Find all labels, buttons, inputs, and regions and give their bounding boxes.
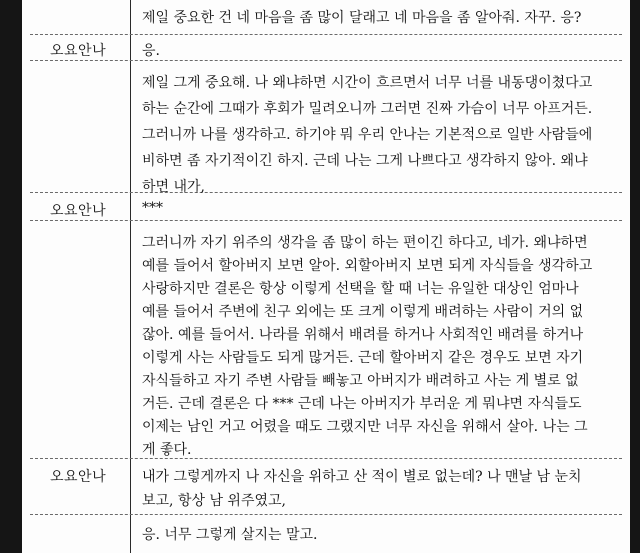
transcript-line: ***	[142, 200, 163, 216]
transcript-line: 거든. 근데 결론은 다 *** 근데 나는 아버지가 부러운 게 뭐냐면 자식들도	[142, 396, 582, 412]
left-photo-border	[0, 0, 22, 553]
speaker-label: 오요안나	[50, 203, 107, 219]
transcript-line: 하는 순간에 그때가 후회가 밀려오니까 그러면 진짜 가슴이 너무 아프거든.	[142, 101, 593, 117]
transcript-line: 제일 그게 중요해. 나 왜냐하면 시간이 흐르면서 너무 너를 내동댕이쳤다고	[142, 75, 593, 91]
row-separator	[30, 192, 622, 193]
row-separator	[30, 514, 622, 515]
transcript-line: 이제는 남인 거고 어렸을 때도 그랬지만 너무 자신을 위해서 살아. 나는 그	[142, 419, 588, 435]
transcript-line: 자식들하고 자기 주변 사람들 빼놓고 아버지가 배려하고 사는 게 별로 없	[142, 373, 579, 389]
transcript-line: 사랑하지만 결론은 항상 이렇게 선택을 할 때 너는 유일한 대상인 엄마나	[142, 281, 579, 297]
row-separator	[30, 60, 622, 61]
transcript-line: 예를 들어서 할아버지 보면 알아. 외할아버지 보면 되게 자식들을 생각하고	[142, 258, 593, 274]
transcript-line: 그러니까 나를 생각하고. 하기야 뭐 우리 안나는 기본적으로 일반 사람들에	[142, 127, 593, 143]
transcript-line: 제일 중요한 건 네 마음을 좀 많이 달래고 네 마음을 좀 알아줘. 자꾸. 응?	[142, 10, 582, 26]
transcript-table	[22, 0, 630, 553]
row-separator	[30, 458, 622, 459]
column-divider	[130, 0, 131, 553]
transcript-line: 그러니까 자기 위주의 생각을 좀 많이 하는 편이긴 하다고, 네가. 왜냐하면	[142, 235, 588, 251]
right-photo-border	[630, 0, 640, 553]
speaker-label: 오요안나	[50, 43, 107, 59]
transcript-line: 보고, 항상 남 위주였고,	[142, 493, 286, 509]
transcript-line: 예를 들어서 주변에 친구 외에는 또 크게 이렇게 배려하는 사람이 거의 없	[142, 304, 584, 320]
transcript-line: 응. 너무 그렇게 살지는 말고.	[142, 527, 318, 543]
transcript-line: 하면 내가,	[142, 179, 205, 195]
transcript-line: 잖아. 예를 들어서. 나라를 위해서 배려를 하거나 사회적인 배려를 하거나	[142, 327, 584, 343]
speaker-label: 오요안나	[50, 469, 107, 485]
transcript-line: 게 좋다.	[142, 442, 192, 458]
row-separator	[30, 220, 622, 221]
transcript-line: 비하면 좀 자기적이긴 하지. 근데 나는 그게 나쁘다고 생각하지 않아. 왜냐	[142, 153, 588, 169]
transcript-line: 응.	[142, 43, 160, 59]
row-separator	[30, 34, 622, 35]
transcript-line: 이렇게 사는 사람들도 되게 많거든. 근데 할아버지 같은 경우도 보면 자기	[142, 350, 584, 366]
transcript-line: 내가 그렇게까지 나 자신을 위하고 산 적이 별로 없는데? 나 맨날 남 눈치	[142, 469, 582, 485]
